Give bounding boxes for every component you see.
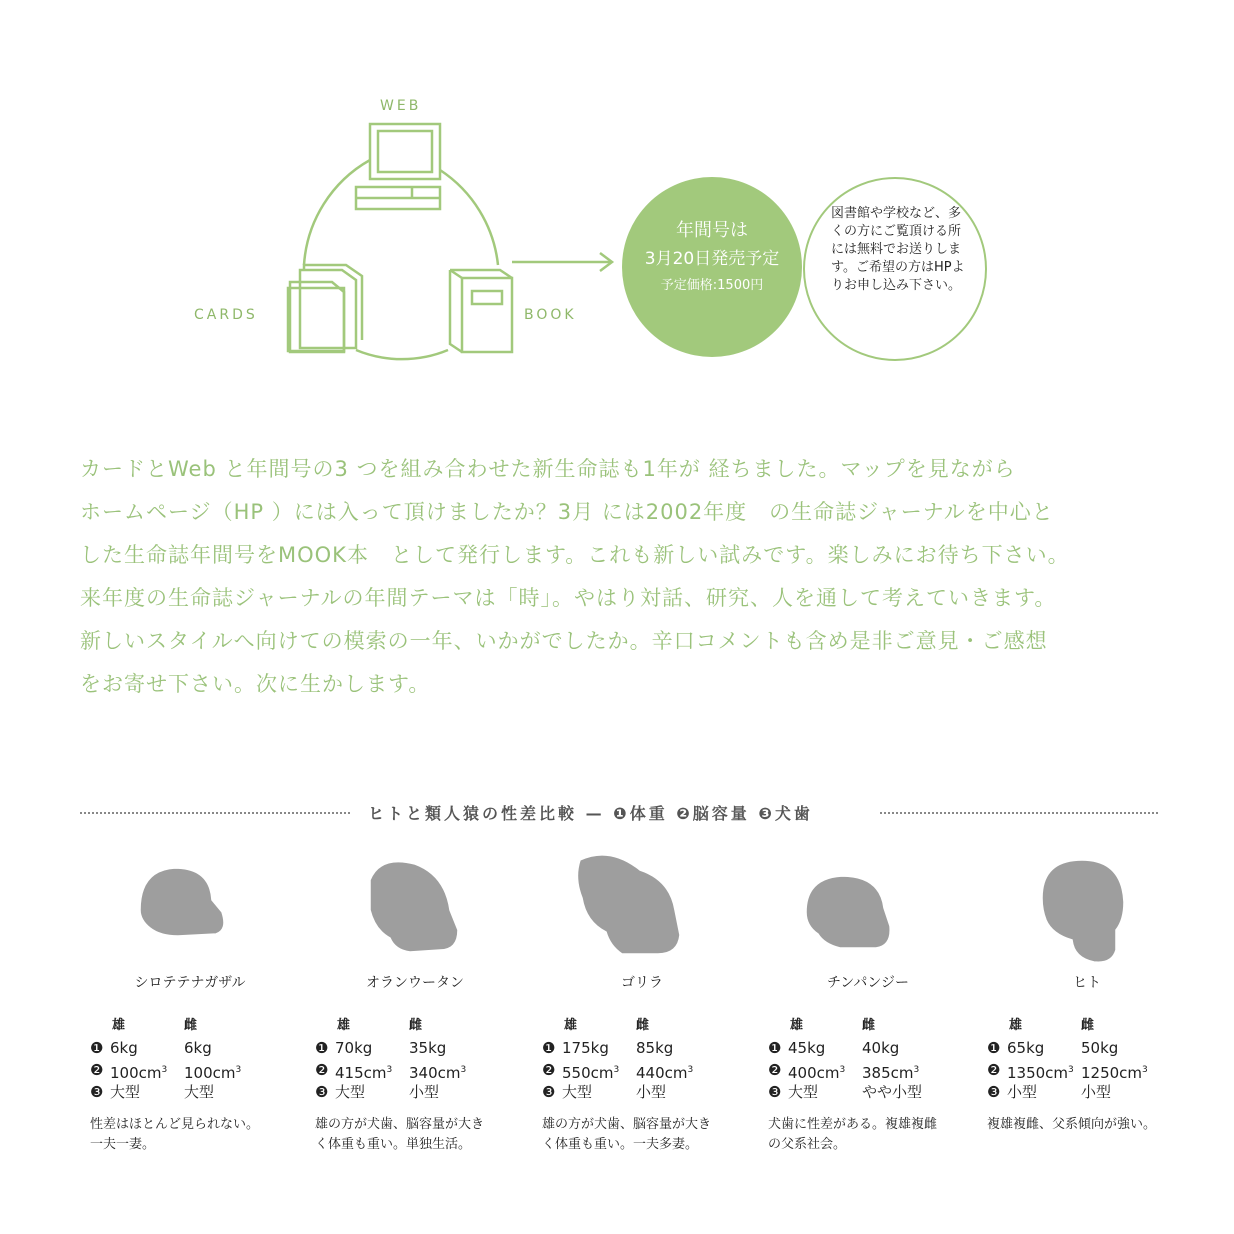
intro-line: カードとWeb と年間号の3 つを組み合わせた新生命誌も1年が 経ちました。マップを見ながら [80, 457, 1016, 481]
free-distribution-circle [803, 177, 987, 361]
annual-issue-circle [622, 177, 802, 357]
female-label: 雌 [862, 1018, 876, 1033]
free-distribution-note: 図書館や学校など、多くの方にご覧頂ける所には無料でお送りします。ご希望の方はHPよりお申し込み下さい。 [831, 206, 965, 293]
male-value: $415cm^3$ [335, 1064, 393, 1082]
divider-left [80, 812, 350, 814]
intro-line: 新しいスタイルへ向けての模索の一年、いかがでしたか。辛口コメントも含め是非ご意見・ご感想 [80, 629, 1048, 653]
intro-line: ホームページ（HP ）には入って頂けましたか？3月 には2002年度 の生命誌ジャーナルを中心と [80, 500, 1054, 524]
primate-name: ゴリラ [621, 975, 663, 991]
stat-marker: ❸ [768, 1083, 782, 1101]
female-value: $100cm^3$ [184, 1064, 242, 1082]
comparison-title: ヒトと類人猿の性差比較 — ❶体重 ❷脳容量 ❸犬歯 [368, 804, 813, 823]
male-value: $1350cm^3$ [1007, 1064, 1074, 1082]
stat-marker: ❷ [315, 1061, 329, 1079]
skull-icon [340, 850, 500, 970]
female-value: 6kg [184, 1039, 212, 1057]
primate-note: 雄の方が犬歯、脳容量が大きく体重も重い。一夫多妻。 [542, 1117, 712, 1152]
female-value: $385cm^3$ [862, 1064, 920, 1082]
book-label: BOOK [524, 307, 577, 323]
stat-marker: ❷ [987, 1061, 1001, 1079]
male-value: 70kg [335, 1039, 373, 1057]
stat-marker: ❷ [768, 1061, 782, 1079]
skull-icon [120, 850, 280, 970]
stat-marker: ❸ [987, 1083, 1001, 1101]
primate-name: ヒト [1073, 975, 1101, 991]
skull-icon [560, 850, 720, 970]
female-value: $440cm^3$ [636, 1064, 694, 1082]
male-label: 雄 [1009, 1018, 1023, 1033]
female-value: 50kg [1081, 1039, 1119, 1057]
male-value: 大型 [335, 1083, 366, 1101]
stat-marker: ❸ [90, 1083, 104, 1101]
female-label: 雌 [409, 1018, 423, 1033]
female-label: 雌 [184, 1018, 198, 1033]
female-value: $340cm^3$ [409, 1064, 467, 1082]
stat-marker: ❸ [542, 1083, 556, 1101]
primate-name: オランウータン [366, 975, 464, 991]
primate-note: 犬歯に性差がある。複雄複雌の父系社会。 [768, 1117, 938, 1152]
cards-label: CARDS [194, 307, 258, 323]
stat-marker: ❶ [542, 1039, 556, 1057]
female-value: 35kg [409, 1039, 447, 1057]
male-value: 45kg [788, 1039, 826, 1057]
intro-line: 来年度の生命誌ジャーナルの年間テーマは「時」。やはり対話、研究、人を通して考えていきます。 [80, 586, 1057, 610]
cards-icon [288, 265, 362, 352]
male-value: 大型 [110, 1083, 141, 1101]
stat-marker: ❶ [987, 1039, 1001, 1057]
ring-arc-bottom [356, 350, 448, 359]
male-value: 大型 [788, 1083, 819, 1101]
skull-icon [788, 850, 948, 970]
male-value: 大型 [562, 1083, 593, 1101]
male-label: 雄 [337, 1018, 351, 1033]
female-value: 大型 [184, 1083, 215, 1101]
male-label: 雄 [564, 1018, 578, 1033]
distribution-diagram [0, 0, 1234, 420]
primate-note: 性差はほとんど見られない。一夫一妻。 [90, 1117, 260, 1152]
web-label: WEB [380, 98, 422, 114]
annual-price: 予定価格:1500円 [660, 278, 764, 293]
ring-arc-right [440, 170, 498, 265]
primate-name: チンパンジー [827, 975, 909, 991]
female-value: 小型 [409, 1083, 440, 1101]
female-value: 小型 [1081, 1083, 1112, 1101]
stat-marker: ❶ [768, 1039, 782, 1057]
stat-marker: ❷ [90, 1061, 104, 1079]
female-label: 雌 [1081, 1018, 1095, 1033]
male-value: 175kg [562, 1039, 609, 1057]
ring-arc-left [304, 160, 370, 265]
female-value: 85kg [636, 1039, 674, 1057]
book-icon [450, 270, 512, 352]
stat-marker: ❶ [90, 1039, 104, 1057]
female-value: 小型 [636, 1083, 667, 1101]
male-value: $550cm^3$ [562, 1064, 620, 1082]
primate-note: 雄の方が犬歯、脳容量が大きく体重も重い。単独生活。 [315, 1117, 485, 1152]
male-label: 雄 [790, 1018, 804, 1033]
male-value: 6kg [110, 1039, 138, 1057]
skull-icon [1012, 850, 1172, 970]
male-label: 雄 [112, 1018, 126, 1033]
female-label: 雌 [636, 1018, 650, 1033]
stat-marker: ❷ [542, 1061, 556, 1079]
computer-icon [356, 124, 440, 209]
primate-note: 複雄複雌、父系傾向が強い。 [987, 1117, 1157, 1132]
male-value: 小型 [1007, 1083, 1038, 1101]
primate-name: シロテテナガザル [134, 975, 246, 991]
intro-paragraph [80, 448, 1200, 706]
annual-release-date: 3月20日発売予定 [644, 249, 780, 269]
male-value: 65kg [1007, 1039, 1045, 1057]
stat-marker: ❶ [315, 1039, 329, 1057]
female-value: $1250cm^3$ [1081, 1064, 1148, 1082]
intro-line: した生命誌年間号をMOOK本 として発行します。これも新しい試みです。楽しみにお待ち下さい。 [80, 543, 1070, 567]
female-value: 40kg [862, 1039, 900, 1057]
female-value: やや小型 [862, 1083, 923, 1101]
male-value: $400cm^3$ [788, 1064, 846, 1082]
divider-right [880, 812, 1158, 814]
annual-line1: 年間号は [676, 220, 748, 241]
stat-marker: ❸ [315, 1083, 329, 1101]
male-value: $100cm^3$ [110, 1064, 168, 1082]
intro-line: をお寄せ下さい。次に生かします。 [80, 672, 431, 696]
